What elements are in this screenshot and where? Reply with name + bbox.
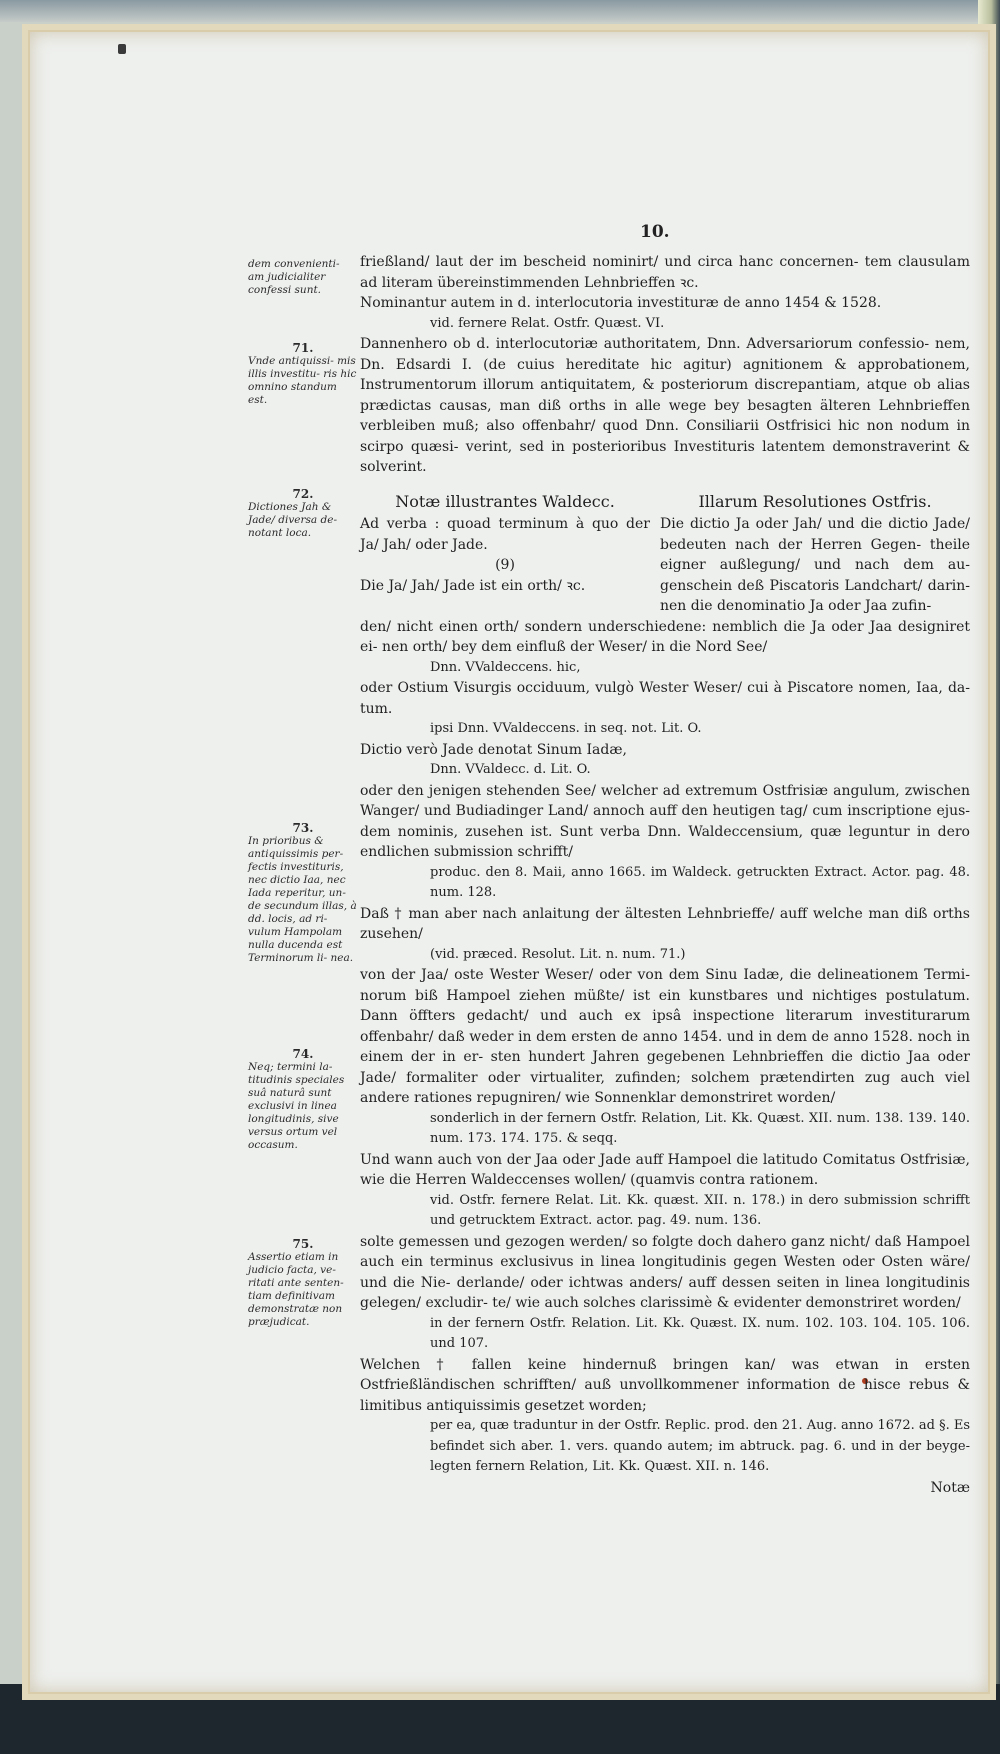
paragraph: oder Ostium Visurgis occiduum, vulgò Wester Weser/ cui à Piscatore nomen, Iaa, da- tum. xyxy=(360,680,970,717)
reference: Dnn. VValdecc. d. Lit. O. xyxy=(430,762,591,777)
reference: Dnn. VValdeccens. hic, xyxy=(430,659,581,675)
margin-number: 74. xyxy=(292,1047,314,1061)
right-column xyxy=(660,484,970,617)
reference: vid. Ostfr. fernere Relat. Lit. Kk. quæst. XII. n. 178.) in dero submission schrifft und getrucktem Extract. actor. pag. 49. num. 136. xyxy=(430,1192,970,1228)
margin-text: Dictiones Jah & Jade/ diversa de- notant loca. xyxy=(248,501,337,539)
reference: ipsi Dnn. VValdeccens. in seq. not. Lit. O. xyxy=(430,721,702,736)
reference: in der fernern Ostfr. Relation. Lit. Kk. Quæst. IX. num. 102. 103. 104. 105. 106. und 107. xyxy=(430,1315,970,1351)
paragraph: Ad verba : quoad terminum à quo der Ja/ Jah/ oder Jade. xyxy=(360,516,650,553)
reference: per ea, quæ traduntur in der Ostfr. Replic. prod. den 21. Aug. anno 1672. ad §. Es befindet sich aber. 1. vers. quando autem; im abtruck. pag. 6. und in der beyge- legten fernern Relation, Lit. Kk. Quæst. XII. n. 146. xyxy=(430,1418,970,1474)
margin-text: In prioribus & antiquissimis per- fectis investituris, nec dictio Iaa, nec Iada reperitur, un- de secundum illas, à dd. locis, ad ri- vulum Hampolam nulla ducenda est Terminorum li- nea. xyxy=(248,835,357,964)
paragraph: oder den jenigen stehenden See/ welcher ad extremum Ostfrisiæ angulum, zwischen Wanger/ und Budiadinger Land/ annoch auff den heutigen tag/ cum inscriptione ejus- dem nominis, zusehen ist. Sunt verba Dnn. Waldeccensium, quæ leguntur in dero endlichen submission schrifft/ xyxy=(360,782,970,860)
scanner-bottom-edge xyxy=(0,1684,1000,1754)
main-text xyxy=(360,252,970,1498)
right-heading: Illarum Resolutiones Ostfris. xyxy=(698,491,932,511)
paragraph: frießland/ laut der im bescheid nominirt/ und circa hanc concernen- tem clausulam ad literam übereinstimmenden Lehnbrieffen ꝛc. xyxy=(360,254,970,291)
margin-text: Vnde antiquissi- mis illis investitu- ris hic omnino standum est. xyxy=(248,355,357,406)
paragraph: Die Ja/ Jah/ Jade ist ein orth/ ꝛc. xyxy=(360,577,586,594)
margin-number: 75. xyxy=(292,1237,314,1251)
left-heading: Notæ illustrantes Waldecc. xyxy=(395,491,615,511)
margin-number: 71. xyxy=(292,341,314,355)
reference: vid. fernere Relat. Ostfr. Quæst. VI. xyxy=(430,315,665,331)
scanner-top-edge xyxy=(0,0,1000,22)
paragraph: Und wann auch von der Jaa oder Jade auff Hampoel die latitudo Comitatus Ostfrisiæ, wie die Herren Waldeccenses wollen/ (quamvis contra rationem. xyxy=(360,1151,970,1188)
paragraph: solte gemessen und gezogen werden/ so folgte doch dahero ganz nicht/ daß Hampoel auch ein terminus exclusivus in linea longitudinis gegen Westen oder Osten wäre/ und die Nie- derlande/ oder ichtwas anders/ auff dessen seiten in linea longitudinis gelegen/ excludir- te/ wie auch solches clarissimè & evidenter demonstriret worden/ xyxy=(360,1233,970,1311)
paragraph: von der Jaa/ oste Wester Weser/ oder von dem Sinu Iadæ, die delineationem Termi- norum biß Hampoel ziehen müßte/ ist ein kunstbares und nichtiges postulatum. Dann öffters gedacht/ und auch ex ipsâ inspectione literarum investiturarum offenbahr/ daß weder in dem ersten de anno 1454. und in dem de anno 1528. noch in einem der in er- sten hundert Jahren gegebenen Lehnbrieffen die dictio Jaa oder Jade/ formaliter oder virtualiter, zufinden; solchem prætendirten zug auch viel andere rationes repugniren/ wie Sonnenklar demonstriret worden/ xyxy=(360,967,970,1106)
margin-number: 72. xyxy=(292,487,314,501)
footnote-mark: (9) xyxy=(495,557,515,573)
margin-text: Neq; termini la- titudinis speciales suâ naturâ sunt exclusivi in linea longitudinis, sive versus ortum vel occasum. xyxy=(248,1061,345,1151)
paragraph: Die dictio Ja oder Jah/ und die dictio Jade/ bedeuten nach der Herren Gegen- theile eigner außlegung/ und nach dem au- genschein deß Piscatoris Landchart/ darin- nen die denominatio Ja oder Jaa zufin- xyxy=(660,516,970,614)
paragraph: Dictio verò Jade denotat Sinum Iadæ, xyxy=(360,741,627,758)
margin-note xyxy=(248,258,358,297)
margin-note xyxy=(248,488,358,540)
margin-text: dem convenienti- am judicialiter confessi sunt. xyxy=(248,258,340,296)
paragraph: Welchen † fallen keine hindernuß bringen kan/ was etwan in ersten Ostfrießländischen schrifften/ auß unvollkommener information de hisce rebus & limitibus antiquissimis gesetzet worden; xyxy=(360,1356,970,1414)
ink-mark xyxy=(118,44,126,54)
reference: sonderlich in der fernern Ostfr. Relation, Lit. Kk. Quæst. XII. num. 138. 139. 140. num. 173. 174. 175. & seqq. xyxy=(430,1110,970,1146)
paragraph: den/ nicht einen orth/ sondern underschiedene: nemblich die Ja oder Jaa designiret ei- nen orth/ bey dem einfluß der Weser/ in die Nord See/ xyxy=(360,618,970,655)
margin-note xyxy=(248,342,358,407)
reference: produc. den 8. Maii, anno 1665. im Waldeck. getruckten Extract. Actor. pag. 48. num. 128. xyxy=(430,864,970,900)
left-column xyxy=(360,484,650,617)
page-number: 10. xyxy=(640,222,670,242)
paragraph: Dannenhero ob d. interlocutoriæ authoritatem, Dnn. Adversariorum confessio- nem, Dn. Edsardi I. (de cuius hereditate hic agitur) agnitionem & approbationem, Instrumentorum illorum antiquitatem, & posteriorum discrepantiam, atque ob alias prædictas causas, man diß orths in alle wege bey besagten älteren Lehnbrieffen verbleiben muß; also offenbahr/ quod Dnn. Consiliarii Ostfrisici hic non nodum in scirpo quæsi- verint, sed in posterioribus Investituris latentem demonstraverint & solverint. xyxy=(360,336,970,475)
margin-note xyxy=(248,822,358,965)
reference: (vid. præced. Resolut. Lit. n. num. 71.) xyxy=(430,946,686,962)
catchword: Notæ xyxy=(930,1479,970,1496)
margin-note xyxy=(248,1048,358,1152)
two-column-section xyxy=(360,484,970,617)
margin-note xyxy=(248,1238,358,1329)
margin-text: Assertio etiam in judicio facta, ve- ritati ante senten- tiam definitivam demonstratæ non præjudicat. xyxy=(248,1251,344,1328)
margin-number: 73. xyxy=(292,821,314,835)
paragraph: Nominantur autem in d. interlocutoria investituræ de anno 1454 & 1528. xyxy=(360,295,882,311)
paragraph: Daß † man aber nach anlaitung der ältesten Lehnbrieffe/ auff welche man diß orths zusehen/ xyxy=(360,905,970,942)
